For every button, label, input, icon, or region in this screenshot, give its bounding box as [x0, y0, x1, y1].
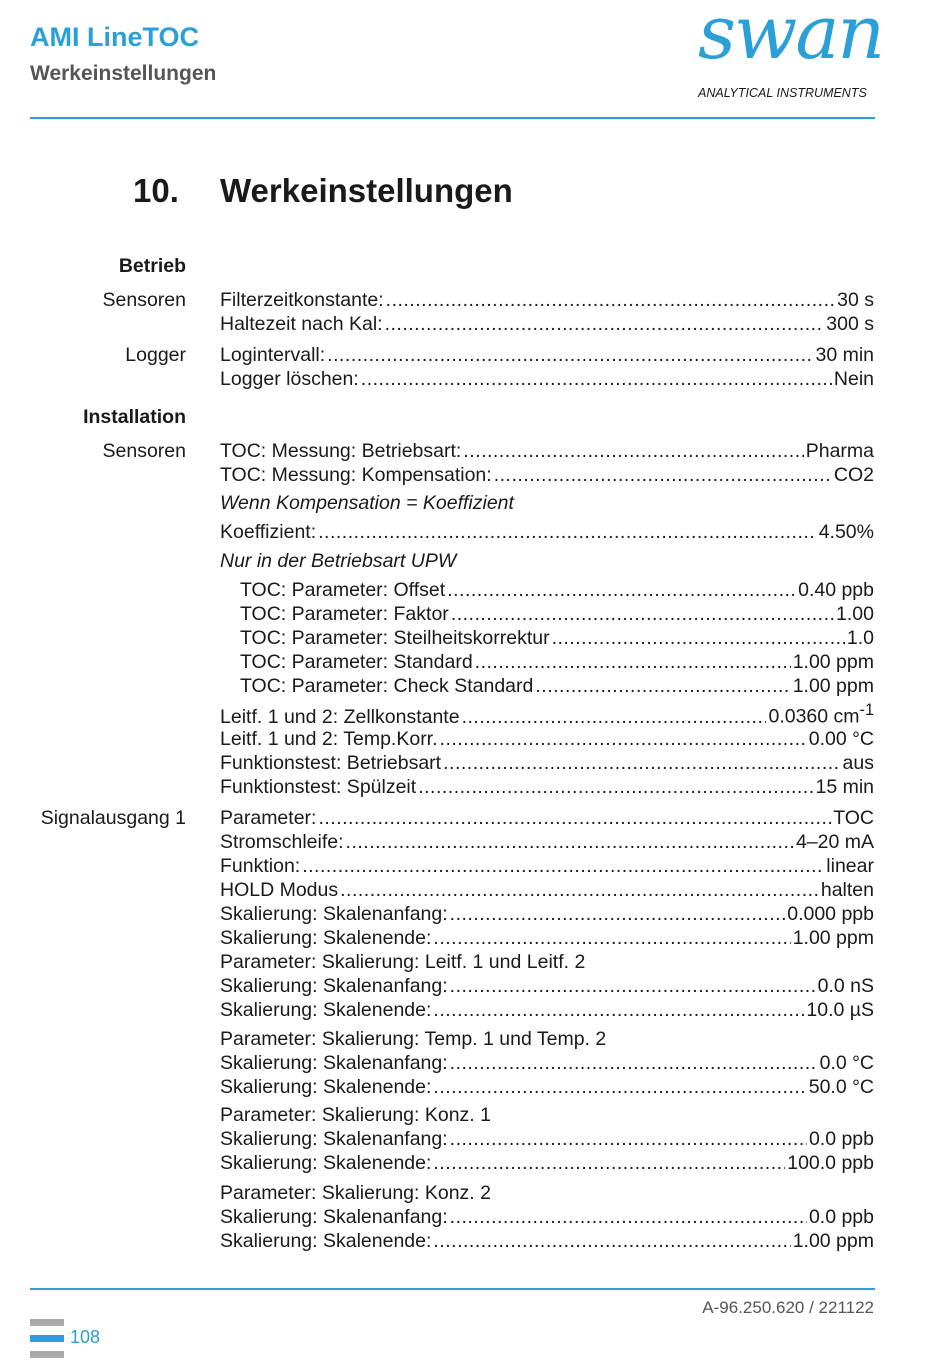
setting-label: Skalierung: Skalenanfang:	[220, 975, 448, 997]
setting-label: Skalierung: Skalenende:	[220, 1230, 432, 1252]
dot-leader	[385, 313, 825, 336]
setting-row	[220, 999, 874, 1022]
setting-label: Skalierung: Skalenende:	[220, 927, 432, 949]
dot-leader	[433, 927, 790, 950]
setting-label: TOC: Parameter: Standard	[240, 651, 473, 673]
setting-value: aus	[842, 752, 874, 774]
setting-value: 4–20 mA	[795, 831, 874, 853]
dot-leader	[443, 752, 840, 775]
setting-value: 50.0 °C	[808, 1076, 874, 1098]
setting-row	[240, 675, 874, 698]
setting-value: 0.0 ppb	[808, 1206, 874, 1228]
setting-label: TOC: Parameter: Check Standard	[240, 675, 534, 697]
setting-value: CO2	[833, 464, 874, 486]
setting-value: 1.0	[846, 627, 874, 649]
setting-label: Haltezeit nach Kal:	[220, 313, 383, 335]
setting-value: 0.40 ppb	[798, 579, 874, 601]
setting-value: 0.00 °C	[808, 728, 874, 750]
dot-leader	[386, 289, 835, 312]
setting-value: 4.50%	[818, 521, 874, 543]
footer-bars-icon	[30, 1319, 64, 1359]
setting-label: Funktion:	[220, 855, 301, 877]
setting-value: TOC	[833, 807, 874, 829]
side-heading-betrieb: Betrieb	[118, 255, 186, 277]
setting-label: TOC: Parameter: Offset	[240, 579, 446, 601]
setting-row	[240, 603, 874, 626]
setting-label: Skalierung: Skalenende:	[220, 999, 432, 1021]
dot-leader	[440, 728, 807, 751]
setting-label: Leitf. 1 und 2: Zellkonstante	[220, 705, 460, 728]
setting-row	[220, 903, 874, 926]
dot-leader	[318, 521, 817, 544]
logo-wordmark: swan	[698, 0, 884, 76]
setting-row	[240, 627, 874, 650]
dot-leader	[433, 999, 804, 1022]
setting-row	[220, 855, 874, 878]
setting-label: TOC: Messung: Kompensation:	[220, 464, 492, 486]
setting-label: TOC: Messung: Betriebsart:	[220, 440, 462, 462]
dot-leader	[450, 975, 816, 998]
setting-value: 0.0 nS	[817, 975, 874, 997]
setting-label: Stromschleife:	[220, 831, 344, 853]
setting-label: TOC: Parameter: Faktor	[240, 603, 449, 625]
logo-tagline: ANALYTICAL INSTRUMENTS	[698, 86, 867, 100]
side-label-logger: Logger	[125, 344, 186, 366]
setting-row	[220, 368, 874, 391]
dot-leader	[433, 1152, 785, 1175]
note-wenn-kompensation: Wenn Kompensation = Koeffizient	[220, 492, 514, 514]
setting-value: 0.0 °C	[819, 1052, 874, 1074]
dot-leader	[302, 855, 824, 878]
setting-label: Funktionstest: Spülzeit	[220, 776, 417, 798]
setting-value: 10.0 µS	[806, 999, 874, 1021]
header-product-title: AMI LineTOC	[30, 22, 200, 52]
setting-value: 100.0 ppb	[787, 1152, 874, 1174]
setting-value: 0.0 ppb	[808, 1128, 874, 1150]
setting-row	[220, 344, 874, 367]
setting-row	[220, 1206, 874, 1229]
setting-row	[220, 464, 874, 487]
setting-label: Parameter:	[220, 807, 317, 829]
setting-value: Nein	[833, 368, 874, 390]
setting-label: Skalierung: Skalenanfang:	[220, 1128, 448, 1150]
footer-divider	[30, 1288, 875, 1290]
setting-label: Skalierung: Skalenanfang:	[220, 1206, 448, 1228]
setting-label: HOLD Modus	[220, 879, 339, 901]
side-label-sensoren: Sensoren	[102, 289, 186, 311]
note-parameter-konz2: Parameter: Skalierung: Konz. 2	[220, 1182, 491, 1204]
dot-leader	[450, 1128, 807, 1151]
setting-row	[220, 289, 874, 312]
setting-value: 15 min	[815, 776, 874, 798]
setting-label: Skalierung: Skalenende:	[220, 1152, 432, 1174]
header-divider	[30, 117, 875, 119]
dot-leader	[462, 706, 767, 729]
chapter-number: 10.	[133, 172, 179, 209]
setting-value: 1.00 ppm	[792, 675, 874, 697]
setting-row	[220, 776, 874, 799]
side-label-sensoren-installation: Sensoren	[102, 440, 186, 462]
setting-row	[220, 1052, 874, 1075]
setting-row	[220, 313, 874, 336]
setting-value-text: 0.0360 cm	[768, 705, 860, 728]
setting-value	[768, 701, 874, 729]
setting-row	[220, 1076, 874, 1099]
dot-leader	[340, 879, 819, 902]
note-parameter-konz1: Parameter: Skalierung: Konz. 1	[220, 1104, 491, 1126]
footer-bar	[30, 1351, 64, 1358]
setting-value: 1.00 ppm	[792, 1230, 874, 1252]
dot-leader	[433, 1076, 806, 1099]
setting-row	[220, 879, 874, 902]
side-heading-installation: Installation	[83, 406, 186, 428]
setting-row	[220, 521, 874, 544]
dot-leader	[318, 807, 831, 830]
header-section-title: Werkeinstellungen	[30, 62, 217, 85]
setting-label: Skalierung: Skalenanfang:	[220, 903, 448, 925]
unit-exponent: -1	[859, 701, 874, 719]
swan-logo	[690, 0, 884, 105]
setting-label: Skalierung: Skalenanfang:	[220, 1052, 448, 1074]
setting-row	[220, 1152, 874, 1175]
dot-leader	[494, 464, 832, 487]
dot-leader	[346, 831, 794, 854]
dot-leader	[433, 1230, 790, 1253]
note-nur-upw: Nur in der Betriebsart UPW	[220, 550, 457, 572]
setting-value: Pharma	[805, 440, 874, 462]
setting-value: 1.00 ppm	[792, 651, 874, 673]
setting-value: halten	[820, 879, 874, 901]
page-number: 108	[70, 1327, 101, 1347]
setting-row	[220, 728, 874, 751]
setting-row	[220, 807, 874, 830]
note-parameter-leitf: Parameter: Skalierung: Leitf. 1 und Leitf. 2	[220, 951, 586, 973]
setting-label: Koeffizient:	[220, 521, 317, 543]
dot-leader	[450, 1052, 818, 1075]
setting-label: TOC: Parameter: Steilheitskorrektur	[240, 627, 550, 649]
setting-row	[220, 752, 874, 775]
document-number: A-96.250.620 / 221122	[702, 1298, 874, 1317]
setting-value: 30 min	[815, 344, 874, 366]
dot-leader	[450, 903, 786, 926]
dot-leader	[463, 440, 803, 463]
dot-leader	[475, 651, 791, 674]
setting-row	[240, 579, 874, 602]
dot-leader	[418, 776, 813, 799]
setting-row	[220, 1230, 874, 1253]
setting-row	[220, 975, 874, 998]
side-label-signalausgang: Signalausgang 1	[40, 807, 186, 829]
setting-value: 1.00	[836, 603, 874, 625]
footer-bar	[30, 1335, 64, 1342]
dot-leader	[447, 579, 796, 602]
setting-label: Skalierung: Skalenende:	[220, 1076, 432, 1098]
setting-value: 300 s	[826, 313, 874, 335]
dot-leader	[451, 603, 834, 626]
note-parameter-temp: Parameter: Skalierung: Temp. 1 und Temp. 2	[220, 1028, 607, 1050]
setting-row	[220, 701, 874, 729]
setting-label: Leitf. 1 und 2: Temp.Korr.	[220, 728, 438, 750]
setting-row	[240, 651, 874, 674]
setting-value: 0.000 ppb	[787, 903, 874, 925]
setting-row	[220, 1128, 874, 1151]
dot-leader	[450, 1206, 807, 1229]
setting-value: linear	[826, 855, 874, 877]
setting-row	[220, 927, 874, 950]
setting-value: 1.00 ppm	[792, 927, 874, 949]
dot-leader	[327, 344, 813, 367]
setting-label: Filterzeitkonstante:	[220, 289, 384, 311]
setting-row	[220, 440, 874, 463]
chapter-title: Werkeinstellungen	[220, 172, 513, 209]
dot-leader	[535, 675, 790, 698]
setting-label: Logger löschen:	[220, 368, 359, 390]
setting-row	[220, 831, 874, 854]
setting-label: Funktionstest: Betriebsart	[220, 752, 442, 774]
footer-bar	[30, 1319, 64, 1326]
setting-label: Logintervall:	[220, 344, 326, 366]
dot-leader	[552, 627, 845, 650]
setting-value: 30 s	[837, 289, 874, 311]
dot-leader	[361, 368, 832, 391]
